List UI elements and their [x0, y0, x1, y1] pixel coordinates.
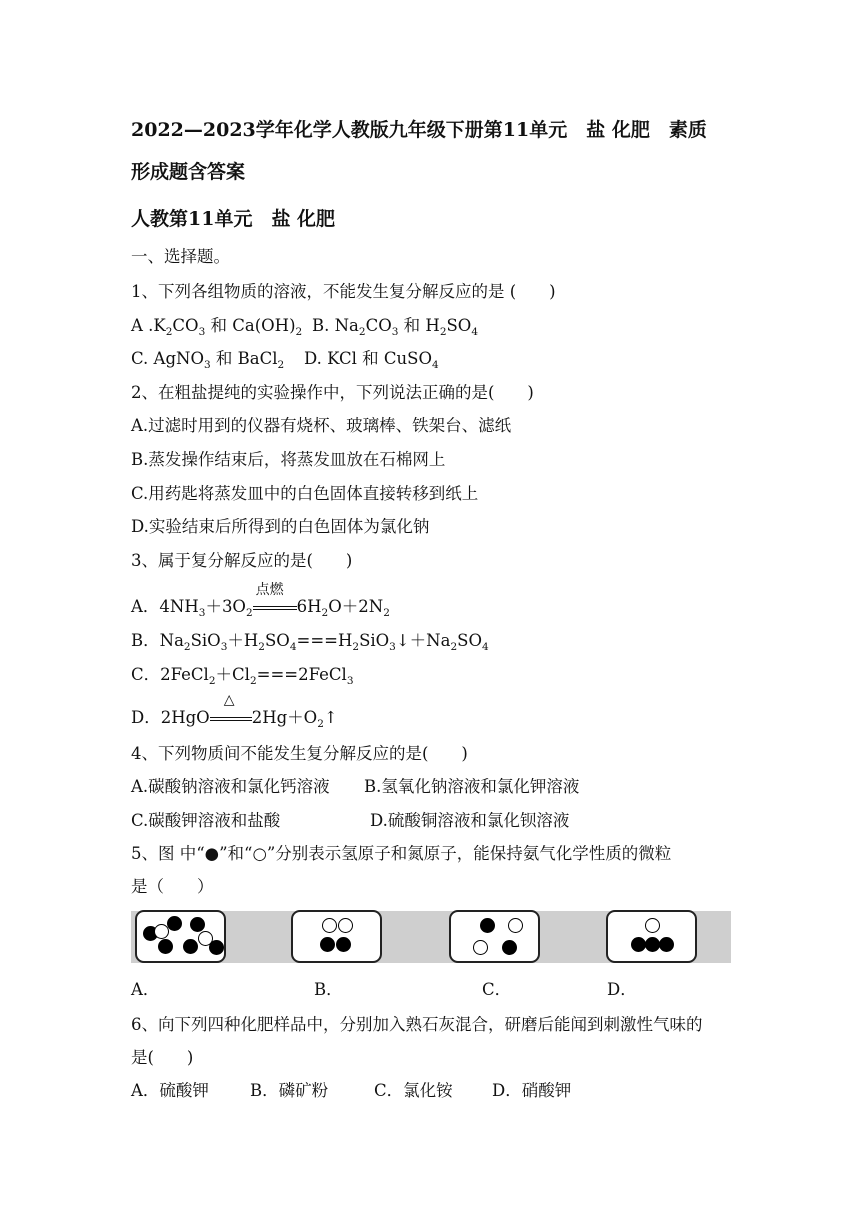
q6-stem-line-1: 6、向下列四种化肥样品中，分别加入熟石灰混合，研磨后能闻到刺激性气味的 — [131, 1015, 703, 1034]
q1-option-b: B. $Na_2CO_3$ 和 $H_2SO_4$ — [312, 316, 479, 338]
q2-option-b: B.蒸发操作结束后，将蒸发皿放在石棉网上 — [131, 450, 446, 469]
q5-stem-line-1: 5、图 中“●”和“○”分别表示氢原子和氮原子，能保持氨气化学性质的微粒 — [131, 844, 672, 863]
q3-condition-heat: △ — [223, 692, 235, 708]
q6-option-b: B．磷矿粉 — [250, 1081, 329, 1100]
q5-label-b: B． — [314, 980, 343, 999]
q4-option-c: C.碳酸钾溶液和盐酸 — [131, 811, 281, 830]
nitrogen-atom — [508, 918, 523, 933]
section-heading: 一、选择题。 — [131, 247, 230, 266]
hydrogen-atom — [645, 937, 660, 952]
q2-stem: 2、在粗盐提纯的实验操作中，下列说法正确的是( ) — [131, 383, 534, 402]
q4-option-d: D.硫酸铜溶液和氯化钡溶液 — [370, 811, 570, 830]
q1-option-d: D. KCl 和 CuSO$_4$ — [304, 349, 439, 371]
q4-stem: 4、下列物质间不能发生复分解反应的是( ) — [131, 744, 468, 763]
hydrogen-atom — [190, 917, 205, 932]
hydrogen-atom — [502, 940, 517, 955]
hydrogen-atom — [631, 937, 646, 952]
molecule-box-b — [291, 910, 382, 963]
hydrogen-atom — [183, 939, 198, 954]
q5-stem-line-2: 是（ ） — [131, 877, 214, 896]
hydrogen-atom — [480, 918, 495, 933]
q2-option-a: A.过滤时用到的仪器有烧杯、玻璃棒、铁架台、滤纸 — [131, 416, 512, 435]
q1-option-a: A $.K_2CO_3$ 和 $Ca(OH)_2$ — [131, 316, 303, 338]
nitrogen-atom — [645, 918, 660, 933]
nitrogen-atom — [473, 940, 488, 955]
title-line-1: 2022—2023学年化学人教版九年级下册第11单元 盐 化肥 素质 — [131, 119, 707, 141]
hydrogen-atom — [336, 937, 351, 952]
q5-label-c: C． — [482, 980, 512, 999]
q1-stem: 1、下列各组物质的溶液，不能发生复分解反应的是 ( ) — [131, 282, 556, 301]
q5-label-a: A． — [131, 980, 160, 999]
hydrogen-atom — [209, 940, 224, 955]
q3-option-d: D．2HgO △ $2Hg+O_2↑$ — [131, 692, 338, 730]
q3-option-a: A．$4NH_3+3O_2$ 点燃 $6H_2O+2N_2$ — [131, 582, 390, 619]
hydrogen-atom — [158, 939, 173, 954]
q6-option-c: C．氯化铵 — [374, 1081, 453, 1100]
molecule-box-a — [135, 910, 226, 963]
nitrogen-atom — [338, 918, 353, 933]
nitrogen-atom — [322, 918, 337, 933]
hydrogen-atom — [167, 916, 182, 931]
q3-condition-ignite: 点燃 — [255, 582, 284, 598]
q5-label-d: D． — [607, 980, 637, 999]
q6-stem-line-2: 是( ) — [131, 1048, 194, 1067]
q4-option-a: A.碳酸钠溶液和氯化钙溶液 — [131, 777, 330, 796]
q2-option-c: C.用药匙将蒸发皿中的白色固体直接转移到纸上 — [131, 484, 479, 503]
molecule-box-d — [606, 910, 697, 963]
molecule-box-c — [449, 910, 540, 963]
q4-option-b: B.氢氧化钠溶液和氯化钾溶液 — [364, 777, 580, 796]
q2-option-d: D.实验结束后所得到的白色固体为氯化钠 — [131, 517, 430, 536]
q1-option-c: C. AgNO$_3$ 和 BaCl$_2$ — [131, 349, 285, 371]
q6-option-a: A．硫酸钾 — [131, 1081, 209, 1100]
q6-option-d: D．硝酸钾 — [492, 1081, 572, 1100]
unit-heading: 人教第11单元 盐 化肥 — [131, 208, 336, 230]
hydrogen-atom — [320, 937, 335, 952]
q3-stem: 3、属于复分解反应的是( ) — [131, 551, 353, 570]
q3-option-c: C．$2FeCl_2+Cl_2===2FeCl_3$ — [131, 665, 354, 687]
hydrogen-atom — [659, 937, 674, 952]
q3-option-b: B．$Na_2SiO_3+H_2SO_4===H_2SiO_3↓+Na_2SO_4$ — [131, 631, 489, 653]
title-line-2: 形成题含答案 — [131, 161, 246, 183]
